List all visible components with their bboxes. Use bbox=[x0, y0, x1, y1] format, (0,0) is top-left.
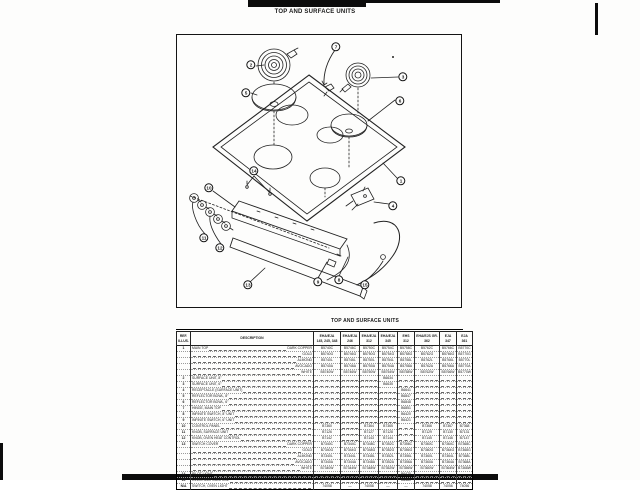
ref-cell: N/A bbox=[177, 484, 191, 490]
table-row bbox=[177, 460, 473, 466]
part-cell: B7344G bbox=[341, 448, 360, 454]
col-model-6: EJA 347 bbox=[440, 332, 457, 346]
part-cell: B7364C bbox=[440, 442, 457, 448]
table-row bbox=[177, 466, 473, 472]
part-cell: B7144 bbox=[379, 436, 398, 442]
part-cell: B7344L bbox=[341, 454, 360, 460]
description-cell: INFINITE SWITCH, 8" UNIT bbox=[191, 412, 314, 418]
part-cell: B7131 bbox=[457, 430, 473, 436]
col-model-0: EHA/EJA 145, 245, 348 bbox=[314, 332, 341, 346]
part-cell: B7356A bbox=[398, 460, 415, 466]
ref-cell: 15 bbox=[177, 478, 191, 484]
part-cell: B5754A bbox=[379, 364, 398, 370]
callout-5: 5 bbox=[241, 88, 250, 97]
table-row bbox=[177, 436, 473, 442]
part-cell: B5766G bbox=[440, 352, 457, 358]
part-cell: — bbox=[398, 484, 415, 490]
part-cell: B5766W bbox=[441, 370, 455, 375]
part-cell: B5758W bbox=[399, 370, 413, 375]
part-cell: B5770C bbox=[458, 346, 471, 351]
description-cell: REFLECTOR BOWL, 6" bbox=[191, 400, 314, 406]
description-cell: KNOB, SURFACE UNIT bbox=[191, 430, 314, 436]
callout-9: 9 bbox=[313, 277, 322, 286]
part-cell: B7340G bbox=[314, 448, 341, 454]
part-cell: B7367 bbox=[440, 424, 457, 430]
description-cell: GOLD bbox=[191, 352, 314, 358]
part-cell: B5750A bbox=[360, 364, 379, 370]
part-cell: B5740L bbox=[314, 358, 341, 364]
part-cell: B7348L bbox=[360, 454, 379, 460]
description-cell: MAIN TOP DARK COPPER bbox=[192, 346, 312, 351]
ref-cell: 12 bbox=[177, 436, 191, 442]
part-cell: B5740G bbox=[314, 352, 341, 358]
part-cell: B7344A bbox=[341, 460, 360, 466]
part-cell: B7352C bbox=[379, 442, 398, 448]
callout-6: 6 bbox=[395, 96, 404, 105]
part-cell: B5750L bbox=[360, 358, 379, 364]
table-row bbox=[177, 370, 473, 376]
part-cell: B5770A bbox=[458, 364, 471, 369]
part-cell: B5750W bbox=[360, 370, 379, 376]
description-cell: GOLD bbox=[191, 448, 314, 454]
part-cell: B7356G bbox=[398, 448, 415, 454]
table-row bbox=[177, 358, 473, 364]
part-cell: B6470 bbox=[398, 472, 415, 478]
page-title: TOP AND SURFACE UNITS bbox=[274, 9, 356, 15]
part-cell: B7352W bbox=[379, 466, 398, 472]
part-cell: B7368G bbox=[458, 448, 471, 453]
part-cell: B7368 bbox=[457, 424, 473, 430]
callout-15: 15 bbox=[360, 280, 369, 289]
part-cell: B7366 bbox=[415, 424, 440, 430]
description-cell: INFINITE SWITCH, 6" UNIT bbox=[191, 418, 314, 424]
part-cell: 74056 bbox=[457, 484, 473, 490]
ref-cell: 14 bbox=[177, 472, 191, 478]
part-cell: B6420 bbox=[398, 412, 415, 418]
part-cell: B7368W bbox=[457, 466, 471, 471]
description-cell: ALMOND bbox=[191, 454, 314, 460]
part-cell: B5746G bbox=[341, 352, 360, 358]
table-title: TOP AND SURFACE UNITS bbox=[330, 318, 399, 324]
scan-line-top bbox=[366, 0, 500, 3]
part-cell: B7348W bbox=[360, 466, 379, 472]
part-cell: B7360W bbox=[415, 466, 440, 472]
callout-1: 1 bbox=[396, 176, 405, 185]
part-cell: B5746W bbox=[341, 370, 360, 376]
part-cell: B5770G bbox=[458, 352, 471, 357]
part-cell: B5766L bbox=[440, 358, 457, 364]
part-cell: B7352L bbox=[379, 454, 398, 460]
description-cell: AVOCADO bbox=[191, 460, 314, 466]
part-cell: B7340L bbox=[314, 454, 341, 460]
part-cell: B6635 bbox=[379, 382, 398, 388]
part-cell: B7128 bbox=[379, 430, 398, 436]
callout-14: 14 bbox=[249, 166, 258, 175]
parts-table bbox=[176, 331, 473, 490]
col-description: DESCRIPTION bbox=[191, 332, 314, 346]
part-cell: B7368A bbox=[458, 460, 471, 465]
part-cell: B5740A bbox=[314, 364, 341, 370]
part-cell: B7360G bbox=[415, 448, 440, 454]
part-cell: B7340A bbox=[314, 460, 341, 466]
part-cell: B6851 bbox=[398, 406, 415, 412]
table-row bbox=[177, 364, 473, 370]
part-cell: B6848 bbox=[398, 400, 415, 406]
callout-7: 7 bbox=[331, 42, 340, 51]
col-model-2: EHA/EJA 312 bbox=[360, 332, 379, 346]
table-row bbox=[177, 430, 473, 436]
part-cell: B7368C bbox=[458, 442, 471, 447]
parts-table-wrap bbox=[176, 331, 471, 490]
part-cell: B7145 bbox=[415, 436, 440, 442]
part-cell: B7364 bbox=[360, 424, 379, 430]
scan-bar-left bbox=[0, 443, 3, 480]
col-model-7: EJA 361 bbox=[457, 332, 473, 346]
table-body bbox=[177, 346, 473, 490]
table-header bbox=[177, 332, 473, 346]
description-cell: WHITE bbox=[191, 370, 314, 376]
table-row bbox=[177, 352, 473, 358]
part-cell: B7360C bbox=[415, 442, 440, 448]
part-cell: B7127 bbox=[360, 430, 379, 436]
part-cell: B7364L bbox=[440, 454, 457, 460]
ref-cell: 4 bbox=[177, 388, 191, 394]
col-ref: REF. ILLUS. bbox=[177, 332, 191, 346]
part-cell: B5770L bbox=[457, 358, 473, 364]
callout-12: 12 bbox=[215, 243, 224, 252]
ref-cell: 6 bbox=[177, 400, 191, 406]
part-cell: B7352A bbox=[379, 460, 398, 466]
table-row bbox=[177, 448, 473, 454]
part-cell: B7364A bbox=[440, 460, 457, 466]
ref-cell: 9 bbox=[177, 418, 191, 424]
col-model-3: EHA/EJA 345 bbox=[379, 332, 398, 346]
ref-cell: 3 bbox=[177, 382, 191, 388]
ref-cell: 1 bbox=[177, 346, 191, 352]
part-cell: B6480 bbox=[398, 478, 415, 484]
part-cell: B6634 bbox=[379, 376, 398, 382]
ref-cell: 11 bbox=[177, 430, 191, 436]
part-cell: B6641 bbox=[398, 388, 415, 394]
callout-8: 8 bbox=[334, 275, 343, 284]
part-cell: B5754C bbox=[379, 346, 398, 352]
callout-3: 3 bbox=[398, 72, 407, 81]
ref-cell: 13 bbox=[177, 442, 191, 448]
col-model-4: EHS 312 bbox=[398, 332, 415, 346]
description-cell: KNOB, OVEN HEAT CONTROL bbox=[191, 436, 314, 442]
description-cell: REFLECTOR BOWL, 8" bbox=[191, 394, 314, 400]
callout-13: 13 bbox=[243, 280, 252, 289]
part-cell: B7340C bbox=[314, 442, 341, 448]
ref-cell: 8 bbox=[177, 412, 191, 418]
description-cell: SURFACE UNIT, 8" bbox=[191, 376, 314, 382]
callout-2: 2 bbox=[246, 60, 255, 69]
part-cell: — bbox=[341, 484, 360, 490]
part-cell: B5758C bbox=[398, 346, 415, 352]
ref-cell: 5 bbox=[177, 394, 191, 400]
table-row bbox=[177, 442, 473, 448]
part-cell: B5762C bbox=[415, 346, 440, 352]
callout-4: 4 bbox=[388, 201, 397, 210]
table-row bbox=[177, 346, 473, 352]
part-cell: B7340W bbox=[314, 466, 341, 472]
part-cell: B7348A bbox=[360, 460, 379, 466]
part-cell: B6847 bbox=[398, 394, 415, 400]
part-cell: — bbox=[379, 484, 398, 490]
diagram-art bbox=[177, 35, 461, 307]
part-cell: B5754W bbox=[379, 370, 398, 376]
col-model-5: EHA/EJS GR. 362 bbox=[415, 332, 440, 346]
part-cell: B7348C bbox=[360, 442, 379, 448]
scan-mark-right bbox=[595, 3, 598, 35]
part-cell: B5766C bbox=[440, 346, 457, 352]
part-cell: B7129 bbox=[415, 430, 440, 436]
part-cell: B5746A bbox=[341, 364, 360, 370]
description-cell: AVOCADO bbox=[191, 364, 314, 370]
part-cell: B5766A bbox=[440, 364, 457, 370]
part-cell: B5762L bbox=[415, 358, 440, 364]
part-cell: B5758A bbox=[398, 364, 415, 370]
part-cell: B7356C bbox=[398, 442, 415, 448]
part-cell: 74058 bbox=[360, 484, 379, 490]
part-cell: 74058 bbox=[314, 484, 341, 490]
part-cell: 74056 bbox=[440, 484, 457, 490]
part-cell: B7365 bbox=[379, 424, 398, 430]
part-cell: B5746L bbox=[341, 358, 360, 364]
part-cell: B7356L bbox=[398, 454, 415, 460]
part-cell: B5762W bbox=[415, 370, 440, 376]
description-cell: HINGE, MAIN TOP bbox=[191, 406, 314, 412]
part-cell: B7356W bbox=[399, 466, 413, 471]
part-cell: B6421 bbox=[398, 418, 415, 424]
table-top-rule bbox=[176, 329, 463, 330]
part-cell: B5754L bbox=[379, 358, 398, 364]
part-cell: B5750C bbox=[360, 346, 379, 352]
part-cell: B7360L bbox=[415, 454, 440, 460]
description-cell: SWITCH COVER DARK COPPER bbox=[192, 442, 312, 447]
part-cell: B7368L bbox=[457, 454, 473, 460]
part-cell: B7360A bbox=[415, 460, 440, 466]
part-cell: B7344W bbox=[341, 466, 360, 472]
description-cell: SURFACE UNIT, 6" bbox=[191, 382, 314, 388]
description-cell: RECEPTACLE (SURFACE UNIT) bbox=[191, 388, 314, 394]
part-cell: B5740C bbox=[314, 346, 341, 352]
col-model-1: EHA/EJA 246 bbox=[341, 332, 360, 346]
scan-bar-top bbox=[248, 0, 366, 7]
table-row bbox=[177, 484, 473, 490]
part-cell: B5758G bbox=[398, 352, 415, 358]
part-cell: 74058 bbox=[415, 484, 440, 490]
part-cell: B7364W bbox=[441, 466, 455, 471]
ref-cell: 10 bbox=[177, 424, 191, 430]
part-cell: B5746C bbox=[341, 346, 360, 352]
part-cell: B5762G bbox=[415, 352, 440, 358]
table-row bbox=[177, 424, 473, 430]
description-cell: PILOT LIGHT bbox=[191, 472, 314, 478]
description-cell: OVEN HEAT CONTROL bbox=[191, 478, 314, 484]
callout-10: 10 bbox=[204, 183, 213, 192]
part-cell: B7142 bbox=[314, 436, 341, 442]
part-cell: B7143 bbox=[360, 436, 379, 442]
part-cell: B5758L bbox=[398, 358, 415, 364]
part-cell: B5770W bbox=[457, 370, 471, 375]
part-cell: B5754G bbox=[379, 352, 398, 358]
table-row bbox=[177, 454, 473, 460]
exploded-diagram bbox=[176, 34, 462, 308]
part-cell: B7364G bbox=[440, 448, 457, 454]
part-cell: B5750G bbox=[360, 352, 379, 358]
part-cell: B7360 bbox=[314, 424, 341, 430]
ref-cell: 2 bbox=[177, 376, 191, 382]
part-cell: B7352G bbox=[379, 448, 398, 454]
part-cell: B7130 bbox=[440, 430, 457, 436]
part-cell: B7126 bbox=[314, 430, 341, 436]
part-cell: B7344C bbox=[341, 442, 360, 448]
part-cell: B5740W bbox=[314, 370, 341, 376]
part-cell: B7348G bbox=[360, 448, 379, 454]
ref-cell: 7 bbox=[177, 406, 191, 412]
part-cell: B7147 bbox=[457, 436, 473, 442]
part-cell: B7146 bbox=[440, 436, 457, 442]
part-cell: B5762A bbox=[415, 364, 440, 370]
description-cell: CONTROL PANEL bbox=[191, 424, 314, 430]
description-cell: ALMOND bbox=[191, 358, 314, 364]
callout-11: 11 bbox=[199, 233, 208, 242]
description-cell: SWITCH, OVEN LIGHT bbox=[191, 484, 314, 490]
description-cell: WHITE bbox=[191, 466, 314, 472]
